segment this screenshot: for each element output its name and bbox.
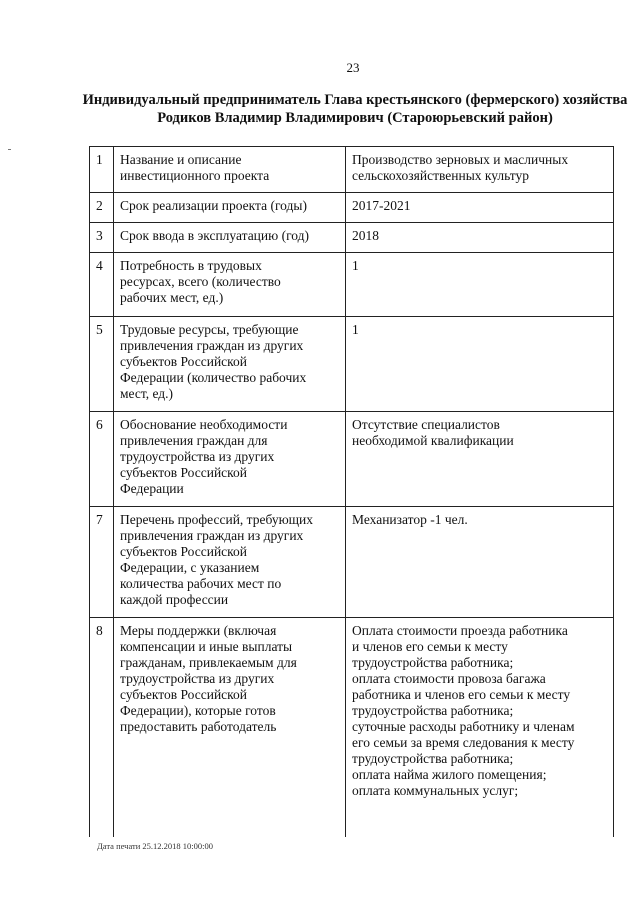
table-row [90, 223, 614, 253]
document-title: Индивидуальный предприниматель Глава крестьянского (фермерского) хозяйства Родиков Владимир Владимирович (Староюрьевский район) [82, 92, 628, 126]
row-value: 1 [346, 317, 614, 412]
row-number: 7 [90, 507, 114, 618]
row-label: Обоснование необходимости привлечения граждан для трудоустройства из других субъектов Российской Федерации [114, 412, 346, 507]
row-label: Перечень профессий, требующих привлечения граждан из других субъектов Российской Федерации, с указанием количества рабочих мест по каждой профессии [114, 507, 346, 618]
row-label: Название и описание инвестиционного проекта [114, 147, 346, 193]
row-value: Производство зерновых и масличных сельскохозяйственных культур [346, 147, 614, 193]
row-value: 2018 [346, 223, 614, 253]
row-number: 8 [90, 618, 114, 838]
table-row [90, 412, 614, 507]
row-label: Меры поддержки (включая компенсации и иные выплаты гражданам, привлекаемым для трудоустройства из других субъектов Российской Федерации), которые готов предоставить работодатель [114, 618, 346, 838]
table-row [90, 507, 614, 618]
print-date-footer: Дата печати 25.12.2018 10:00:00 [97, 841, 213, 851]
row-value: Механизатор -1 чел. [346, 507, 614, 618]
row-number: 5 [90, 317, 114, 412]
row-number: 2 [90, 193, 114, 223]
row-label: Трудовые ресурсы, требующие привлечения граждан из других субъектов Российской Федерации (количество рабочих мест, ед.) [114, 317, 346, 412]
row-label: Потребность в трудовых ресурсах, всего (количество рабочих мест, ед.) [114, 253, 346, 317]
row-number: 4 [90, 253, 114, 317]
table-row [90, 253, 614, 317]
row-value: Отсутствие специалистов необходимой квалификации [346, 412, 614, 507]
table-row [90, 317, 614, 412]
table-row [90, 193, 614, 223]
page-number: 23 [346, 60, 360, 75]
project-table [89, 146, 614, 837]
table-row [90, 147, 614, 193]
row-value: 2017-2021 [346, 193, 614, 223]
margin-mark [8, 149, 11, 150]
row-number: 3 [90, 223, 114, 253]
row-value: Оплата стоимости проезда работника и членов его семьи к месту трудоустройства работника; оплата стоимости провоза багажа работника и членов его семьи к месту трудоустройства работника; суточные расходы работнику и членам его семьи за время следования к месту трудоустройства работника; оплата найма жилого помещения; оплата коммунальных услуг; [346, 618, 614, 838]
row-label: Срок реализации проекта (годы) [114, 193, 346, 223]
row-number: 1 [90, 147, 114, 193]
row-label: Срок ввода в эксплуатацию (год) [114, 223, 346, 253]
table-row [90, 618, 614, 838]
row-number: 6 [90, 412, 114, 507]
row-value: 1 [346, 253, 614, 317]
